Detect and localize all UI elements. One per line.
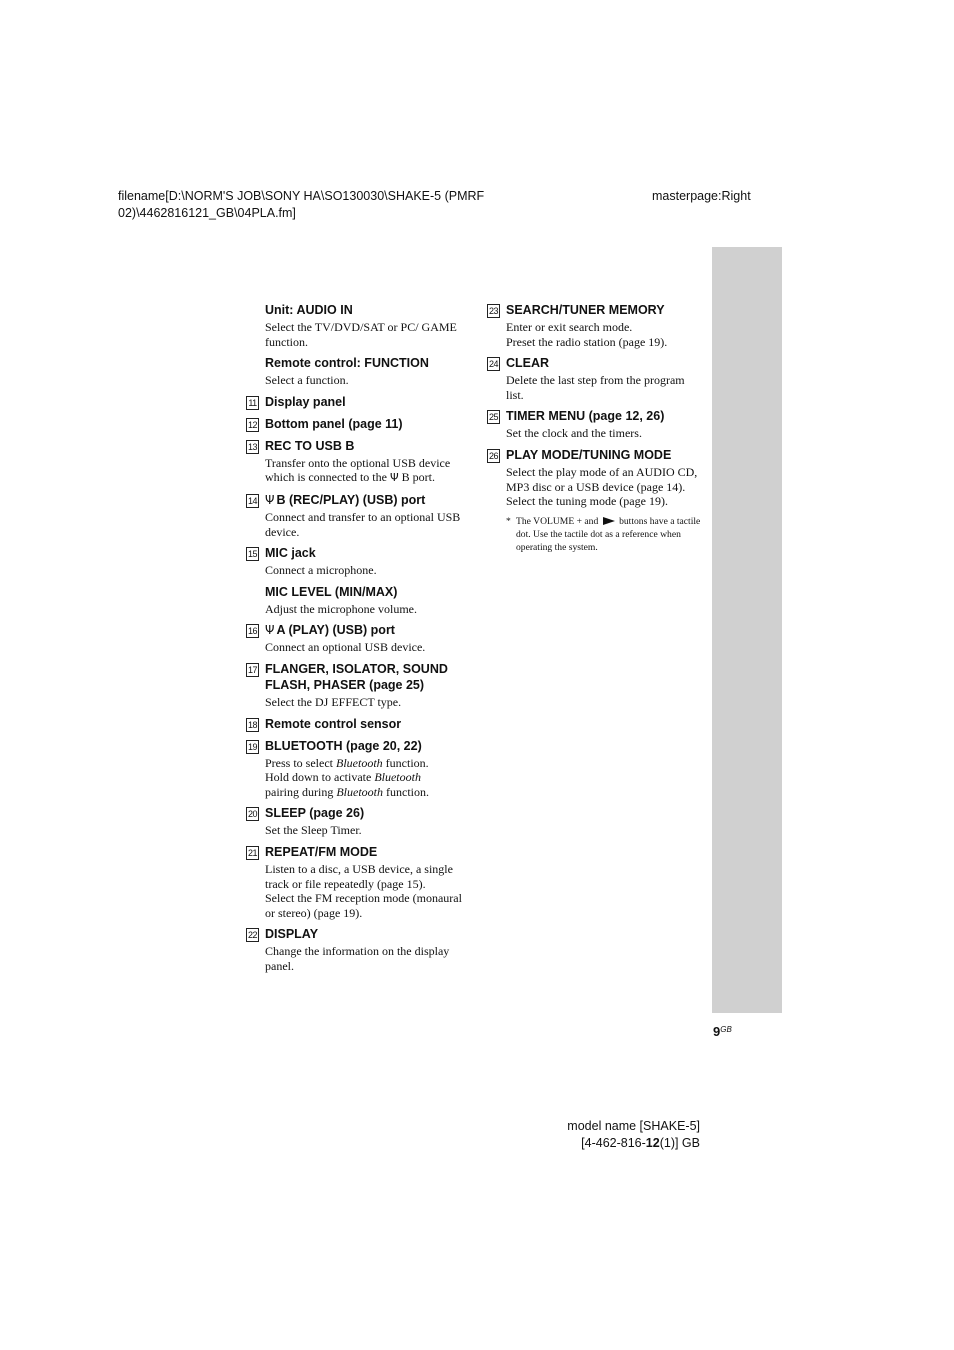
item-number: 13 xyxy=(247,441,257,452)
entry-desc: Set the clock and the timers. xyxy=(506,426,642,441)
entry-19 xyxy=(244,738,466,800)
entry-title: TIMER MENU (page 12, 26) xyxy=(506,409,665,424)
entry-desc: Press to select Bluetooth function. Hold down to activate Bluetooth pairing during Bluetooth function. xyxy=(265,755,429,799)
item-number: 18 xyxy=(247,719,257,730)
item-number: 23 xyxy=(488,306,498,316)
entry-title: Ψ B (REC/PLAY) (USB) port xyxy=(265,492,426,507)
usb-icon: Ψ xyxy=(265,492,275,507)
item-number: 26 xyxy=(488,450,498,461)
side-tab xyxy=(712,247,782,1013)
entry-title: Ψ A (PLAY) (USB) port xyxy=(265,623,395,638)
item-number: 22 xyxy=(247,930,257,941)
entry-title: Bottom panel (page 11) xyxy=(265,416,403,431)
item-number: 20 xyxy=(247,809,257,820)
entry-desc: Listen to a disc, a USB device, a single track or file repeatedly (page 15). xyxy=(265,861,453,891)
item-number: 21 xyxy=(247,847,257,858)
entry-unit-audio-in xyxy=(244,302,466,388)
entry-desc: Set the Sleep Timer. xyxy=(265,823,362,838)
play-icon xyxy=(603,517,615,525)
entry-22 xyxy=(244,926,466,973)
entry-16 xyxy=(244,622,466,655)
entry-subdesc: Adjust the microphone volume. xyxy=(265,601,417,616)
entry-subdesc: Select a function. xyxy=(265,373,349,388)
entry-24 xyxy=(485,355,705,402)
entry-title: BLUETOOTH (page 20, 22) xyxy=(265,738,422,753)
item-number: 24 xyxy=(488,359,498,370)
entry-title: MIC jack xyxy=(265,546,316,561)
entry-12 xyxy=(244,416,466,432)
item-number: 25 xyxy=(488,412,498,423)
entry-desc: Select the DJ EFFECT type. xyxy=(265,694,402,709)
entry-subtitle: MIC LEVEL (MIN/MAX) xyxy=(265,584,398,599)
entry-21 xyxy=(244,844,466,920)
entry-desc: Select the FM reception mode (monaural or stereo) (page 19). xyxy=(265,891,462,920)
item-number: 11 xyxy=(246,396,259,410)
entry-desc: Transfer onto the optional USB device which is connected to the Ψ B port. xyxy=(265,455,451,485)
header-filename: filename[D:\NORM'S JOB\SONY HA\SO130030\SHAKE-5 (PMRF 02)\4462816121_GB\04PLA.fm] xyxy=(118,189,485,220)
entry-11 xyxy=(244,394,466,410)
entry-desc: Preset the radio station (page 19). xyxy=(506,334,668,349)
item-number: 17 xyxy=(247,664,257,675)
footer-model: model name [SHAKE-5] [4-462-816-12(1)] GB xyxy=(567,1119,700,1150)
entry-title: REPEAT/FM MODE xyxy=(265,844,378,859)
entry-25 xyxy=(485,408,705,441)
entry-title: FLANGER, ISOLATOR, SOUND FLASH, PHASER (page 25) xyxy=(265,661,448,692)
entry-title: SLEEP (page 26) xyxy=(265,806,365,821)
item-number: 19 xyxy=(247,741,257,752)
entry-desc: Select the tuning mode (page 19). xyxy=(506,494,668,509)
entry-title: Display panel xyxy=(265,394,346,409)
entry-title: Remote control sensor xyxy=(265,716,402,731)
footnote: * The VOLUME + and buttons have a tactile dot. Use the tactile dot as a reference when operating the system. xyxy=(506,515,701,553)
entry-14 xyxy=(244,492,466,539)
right-column xyxy=(485,302,705,560)
entry-17 xyxy=(244,661,466,710)
usb-icon: Ψ xyxy=(389,471,399,485)
left-column xyxy=(244,302,466,979)
entry-subtitle: Remote control: FUNCTION xyxy=(265,356,429,371)
header-masterpage: masterpage:Right xyxy=(652,189,751,203)
entry-title: PLAY MODE/TUNING MODE xyxy=(506,447,672,462)
entry-desc: Change the information on the display panel. xyxy=(265,944,450,973)
entry-title: REC TO USB B xyxy=(265,438,355,453)
entry-18 xyxy=(244,716,466,732)
entry-title: SEARCH/TUNER MEMORY xyxy=(506,303,665,317)
entry-20 xyxy=(244,805,466,838)
item-number: 14 xyxy=(247,495,257,506)
entry-title: DISPLAY xyxy=(265,927,319,942)
entry-23 xyxy=(485,302,705,349)
entry-title: CLEAR xyxy=(506,356,550,371)
entry-title: Unit: AUDIO IN xyxy=(265,303,353,317)
entry-desc: Select the TV/DVD/SAT or PC/ GAME function. xyxy=(265,320,457,349)
entry-desc: Connect and transfer to an optional USB device. xyxy=(265,509,461,539)
entry-26 xyxy=(485,447,705,554)
item-number: 16 xyxy=(247,626,257,637)
entry-desc: Connect a microphone. xyxy=(265,563,377,578)
item-number: 12 xyxy=(247,419,257,430)
entry-desc: Connect an optional USB device. xyxy=(265,640,426,655)
entry-desc: Enter or exit search mode. xyxy=(506,320,633,334)
page-number: $9^{GB}$ xyxy=(713,1024,732,1039)
entry-desc: Select the play mode of an AUDIO CD, MP3 disc or a USB device (page 14). xyxy=(506,464,698,494)
entry-13 xyxy=(244,438,466,486)
usb-icon: Ψ xyxy=(265,623,275,638)
item-number: 15 xyxy=(247,549,257,560)
entry-desc: Delete the last step from the program list. xyxy=(506,373,685,402)
entry-15 xyxy=(244,545,466,616)
